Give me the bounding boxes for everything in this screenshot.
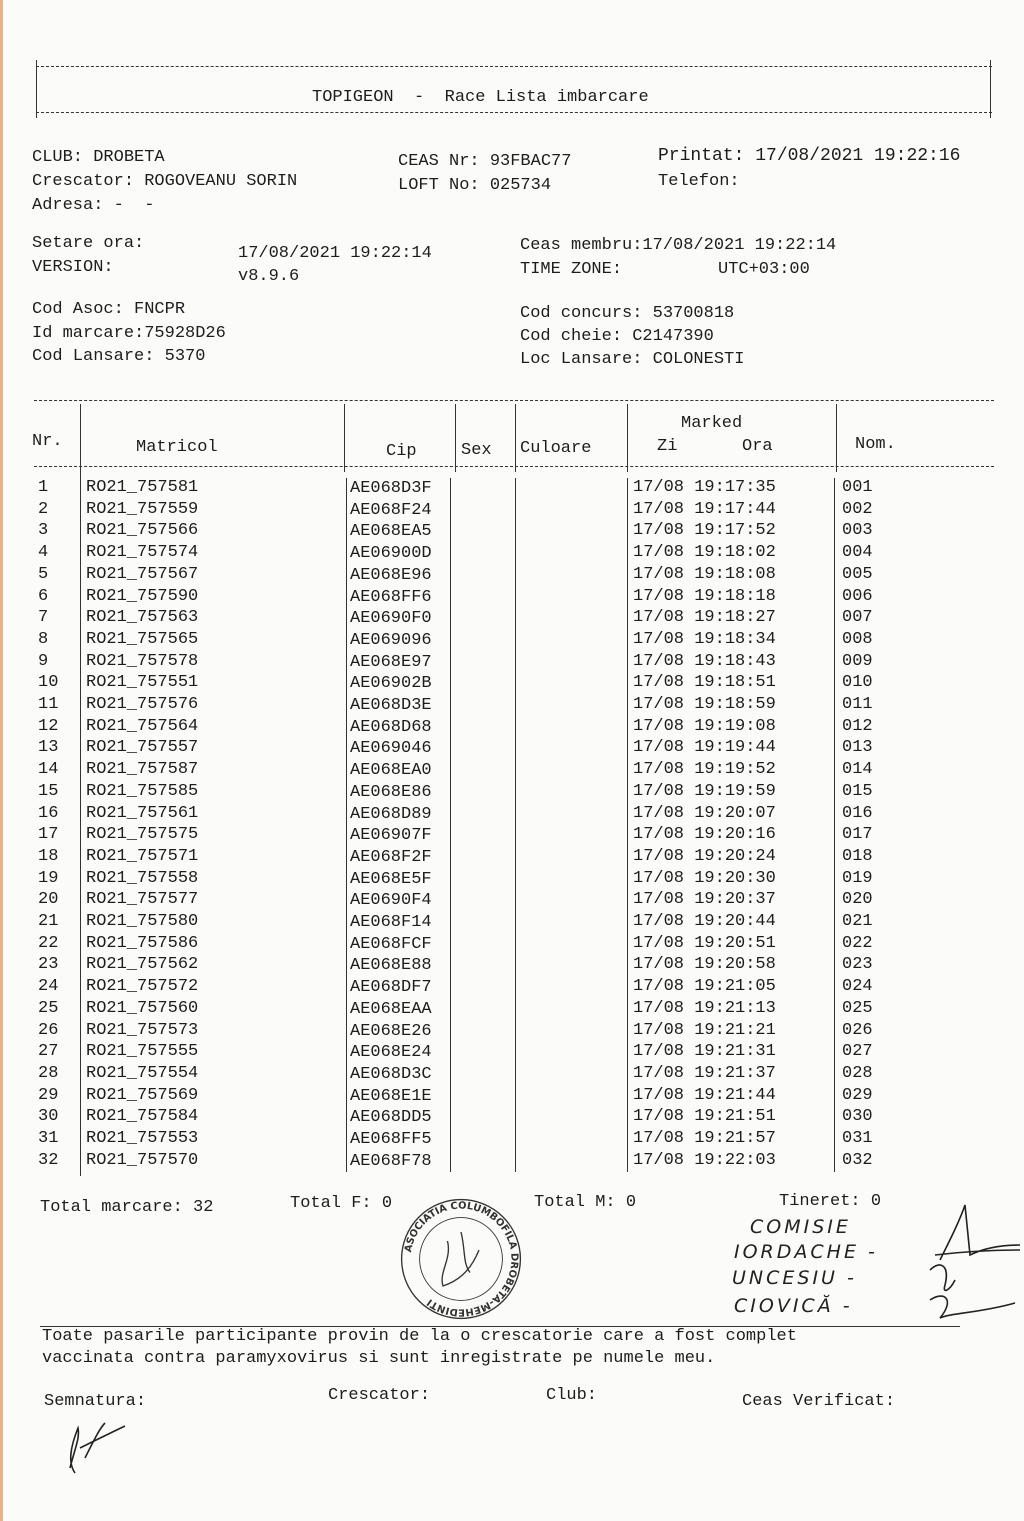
table-row: [0, 630, 1024, 652]
id-marcare: Id marcare:75928D26: [32, 324, 226, 343]
table-row: [0, 608, 1024, 630]
commission-member: IORDACHE -: [734, 1241, 878, 1263]
commission-member: UNCESIU -: [732, 1267, 857, 1289]
row-cip: AE06902B: [350, 674, 432, 694]
row-marked: 17/08 19:22:03: [633, 1150, 776, 1170]
header-ora: Ora: [742, 437, 773, 456]
total-m: Total M: 0: [534, 1193, 637, 1212]
row-nr: 11: [38, 695, 59, 714]
row-nom: 014: [842, 760, 873, 780]
row-matricol: RO21_757559: [86, 499, 199, 519]
row-cip: AE0690F0: [350, 609, 432, 629]
row-matricol: RO21_757575: [86, 825, 199, 845]
table-row: [0, 1107, 1024, 1129]
row-cip: AE068F24: [350, 500, 432, 520]
row-marked: 17/08 19:19:08: [633, 716, 776, 736]
row-nr: 28: [38, 1063, 59, 1083]
row-marked: 17/08 19:21:31: [633, 1042, 776, 1062]
row-cip: AE06900D: [350, 544, 432, 564]
row-cip: AE068EAA: [350, 999, 432, 1019]
row-marked: 17/08 19:20:24: [633, 846, 776, 866]
row-marked: 17/08 19:18:18: [633, 586, 776, 606]
svg-text:ASOCIATIA COLUMBOFILA DROBETA-: ASOCIATIA COLUMBOFILA DROBETA-MEHEDINTI: [403, 1200, 520, 1318]
row-marked: 17/08 19:18:59: [633, 695, 776, 714]
row-nr: 19: [38, 868, 59, 888]
breeder-signature: [60, 1418, 130, 1478]
row-matricol: RO21_757573: [86, 1020, 199, 1040]
row-cip: AE068FCF: [350, 934, 432, 954]
row-marked: 17/08 19:20:30: [633, 868, 776, 888]
telefon: Telefon:: [658, 172, 740, 191]
row-cip: AE0690F4: [350, 891, 432, 911]
row-nom: 015: [842, 781, 873, 801]
row-nom: 025: [842, 998, 873, 1018]
col-divider: [455, 404, 456, 472]
row-nr: 17: [38, 825, 59, 845]
row-nom: 010: [842, 673, 873, 693]
declaration-line: Toate pasarile participante provin de la o crescatorie care a fost complet: [42, 1327, 797, 1346]
row-cip: AE068D3E: [350, 696, 432, 715]
row-nom: 024: [842, 977, 873, 997]
header-nr: Nr.: [32, 432, 63, 451]
table-row: [0, 847, 1024, 869]
time-zone-value: UTC+03:00: [718, 260, 810, 279]
row-nom: 016: [842, 803, 873, 823]
row-marked: 17/08 19:19:59: [633, 781, 776, 801]
row-cip: AE068E24: [350, 1043, 432, 1063]
header-matricol: Matricol: [136, 438, 218, 457]
loft-no: LOFT No: 025734: [398, 176, 552, 195]
table-row: [0, 1129, 1024, 1151]
table-row: [0, 955, 1024, 977]
table-row: [0, 999, 1024, 1021]
row-cip: AE068E5F: [350, 869, 432, 889]
row-cip: AE068D68: [350, 717, 432, 737]
semnatura-label: Semnatura:: [44, 1392, 147, 1411]
row-marked: 17/08 19:18:08: [633, 564, 776, 584]
row-cip: AE068E97: [350, 652, 432, 672]
version-value: v8.9.6: [238, 267, 300, 286]
cod-lansare: Cod Lansare: 5370: [32, 347, 206, 366]
row-nr: 12: [38, 716, 59, 736]
row-matricol: RO21_757580: [86, 912, 199, 931]
tineret: Tineret: 0: [779, 1192, 882, 1211]
crescator: Crescator: ROGOVEANU SORIN: [32, 172, 298, 191]
row-nr: 24: [38, 977, 59, 997]
table-header-rule: [34, 466, 994, 467]
row-nr: 16: [38, 803, 59, 823]
row-marked: 17/08 19:21:51: [633, 1107, 776, 1127]
table-row: [0, 912, 1024, 934]
row-nom: 028: [842, 1063, 873, 1083]
row-nr: 9: [38, 651, 49, 671]
row-nr: 5: [38, 564, 49, 584]
row-matricol: RO21_757569: [86, 1085, 199, 1105]
row-nom: 026: [842, 1020, 873, 1040]
commission-signatures: [920, 1200, 1024, 1324]
row-cip: AE069046: [350, 739, 432, 759]
row-matricol: RO21_757585: [86, 781, 199, 801]
row-cip: AE068D3C: [350, 1064, 432, 1084]
table-row: [0, 717, 1024, 739]
table-row: [0, 977, 1024, 999]
row-marked: 17/08 19:20:51: [633, 933, 776, 953]
row-nom: 008: [842, 629, 873, 649]
row-nom: 013: [842, 738, 873, 758]
table-row: [0, 652, 1024, 674]
total-marcare: Total marcare: 32: [40, 1198, 214, 1217]
row-matricol: RO21_757564: [86, 716, 199, 736]
row-nr: 15: [38, 781, 59, 801]
row-nom: 029: [842, 1085, 873, 1105]
row-cip: AE068EA5: [350, 522, 432, 542]
row-matricol: RO21_757586: [86, 933, 199, 953]
row-cip: AE068E1E: [350, 1086, 432, 1106]
row-marked: 17/08 19:19:52: [633, 760, 776, 780]
cod-asoc: Cod Asoc: FNCPR: [32, 300, 186, 319]
table-row: [0, 1151, 1024, 1173]
row-nom: 003: [842, 521, 873, 541]
table-row: [0, 500, 1024, 522]
row-marked: 17/08 19:17:35: [633, 478, 776, 497]
row-cip: AE068F14: [350, 913, 432, 932]
row-matricol: RO21_757581: [86, 478, 199, 497]
row-cip: AE068FF5: [350, 1130, 432, 1149]
setare-label: Setare ora:: [32, 234, 145, 253]
row-nom: 021: [842, 912, 873, 931]
row-nom: 019: [842, 868, 873, 888]
declaration-line: vaccinata contra paramyxovirus si sunt inregistrate pe numele meu.: [42, 1349, 716, 1368]
row-matricol: RO21_757557: [86, 738, 199, 758]
row-nr: 7: [38, 608, 49, 628]
row-nr: 25: [38, 998, 59, 1018]
row-matricol: RO21_757563: [86, 608, 199, 628]
row-nom: 018: [842, 846, 873, 866]
row-nom: 009: [842, 651, 873, 671]
row-cip: AE068E96: [350, 565, 432, 585]
row-matricol: RO21_757584: [86, 1107, 199, 1127]
table-row: [0, 934, 1024, 956]
table-row: [0, 543, 1024, 565]
title-box-bottom: [36, 112, 992, 113]
crescator-label: Crescator:: [328, 1386, 431, 1405]
row-matricol: RO21_757570: [86, 1150, 199, 1170]
row-cip: AE06907F: [350, 826, 432, 846]
row-matricol: RO21_757565: [86, 629, 199, 649]
row-nom: 020: [842, 890, 873, 910]
row-cip: AE068DD5: [350, 1108, 432, 1128]
row-matricol: RO21_757560: [86, 998, 199, 1018]
row-marked: 17/08 19:20:07: [633, 803, 776, 823]
table-row: [0, 587, 1024, 609]
row-marked: 17/08 19:18:02: [633, 543, 776, 563]
table-row: [0, 673, 1024, 695]
header-culoare: Culoare: [520, 439, 592, 458]
row-cip: AE068F78: [350, 1151, 432, 1171]
row-nom: 031: [842, 1129, 873, 1148]
row-nr: 8: [38, 629, 49, 649]
header-cip: Cip: [386, 442, 417, 461]
row-nr: 21: [38, 912, 59, 931]
row-marked: 17/08 19:20:16: [633, 825, 776, 845]
club: CLUB: DROBETA: [32, 148, 165, 167]
row-nom: 027: [842, 1042, 873, 1062]
row-matricol: RO21_757590: [86, 586, 199, 606]
header-nom: Nom.: [855, 435, 896, 454]
setare-value: 17/08/2021 19:22:14: [238, 244, 432, 263]
row-nom: 017: [842, 825, 873, 845]
table-row: [0, 478, 1024, 500]
row-matricol: RO21_757554: [86, 1063, 199, 1083]
row-cip: AE069096: [350, 630, 432, 650]
row-marked: 17/08 19:21:05: [633, 977, 776, 997]
table-row: [0, 565, 1024, 587]
row-nom: 022: [842, 933, 873, 953]
commission-title: COMISIE: [750, 1216, 851, 1238]
adresa: Adresa: - -: [32, 196, 155, 215]
cod-cheie: Cod cheie: C2147390: [520, 327, 714, 346]
col-divider: [344, 404, 345, 472]
row-matricol: RO21_757567: [86, 564, 199, 584]
row-cip: AE068F2F: [350, 847, 432, 867]
row-cip: AE068E86: [350, 782, 432, 802]
row-nr: 26: [38, 1020, 59, 1040]
row-cip: AE068E26: [350, 1021, 432, 1041]
row-nom: 032: [842, 1150, 873, 1170]
row-cip: AE068FF6: [350, 587, 432, 607]
row-nom: 030: [842, 1107, 873, 1127]
table-row: [0, 1021, 1024, 1043]
row-matricol: RO21_757561: [86, 803, 199, 823]
row-matricol: RO21_757555: [86, 1042, 199, 1062]
ceas-nr: CEAS Nr: 93FBAC77: [398, 152, 572, 171]
row-nr: 18: [38, 846, 59, 866]
table-row: [0, 1086, 1024, 1108]
row-cip: AE068EA0: [350, 761, 432, 781]
row-matricol: RO21_757578: [86, 651, 199, 671]
table-row: [0, 890, 1024, 912]
table-row: [0, 521, 1024, 543]
row-nr: 14: [38, 760, 59, 780]
row-nr: 6: [38, 586, 49, 606]
row-marked: 17/08 19:21:13: [633, 998, 776, 1018]
row-matricol: RO21_757574: [86, 543, 199, 563]
table-top-rule: [34, 400, 994, 401]
row-nr: 20: [38, 890, 59, 910]
row-nr: 3: [38, 521, 49, 541]
total-f: Total F: 0: [290, 1194, 393, 1213]
row-matricol: RO21_757587: [86, 760, 199, 780]
row-nr: 31: [38, 1129, 59, 1148]
row-marked: 17/08 19:18:51: [633, 673, 776, 693]
row-nom: 007: [842, 608, 873, 628]
printat: Printat: 17/08/2021 19:22:16: [658, 146, 961, 166]
row-nom: 002: [842, 499, 873, 519]
table-row: [0, 738, 1024, 760]
row-nr: 32: [38, 1150, 59, 1170]
row-cip: AE068DF7: [350, 978, 432, 998]
title-box-top: [36, 66, 992, 67]
row-marked: 17/08 19:21:37: [633, 1063, 776, 1083]
row-marked: 17/08 19:20:37: [633, 890, 776, 910]
ceas-membru: Ceas membru:17/08/2021 19:22:14: [520, 236, 837, 255]
table-row: [0, 782, 1024, 804]
row-marked: 17/08 19:21:44: [633, 1085, 776, 1105]
row-nr: 4: [38, 543, 49, 563]
header-marked: Marked: [681, 414, 743, 433]
row-matricol: RO21_757553: [86, 1129, 199, 1148]
commission-member: CIOVICĂ -: [734, 1295, 853, 1317]
row-matricol: RO21_757562: [86, 955, 199, 975]
row-cip: AE068D3F: [350, 479, 432, 498]
association-stamp: [398, 1196, 524, 1322]
row-nom: 001: [842, 478, 873, 497]
loc-lansare: Loc Lansare: COLONESTI: [520, 350, 745, 369]
row-nr: 29: [38, 1085, 59, 1105]
row-matricol: RO21_757571: [86, 846, 199, 866]
row-nom: 011: [842, 695, 873, 714]
row-marked: 17/08 19:19:44: [633, 738, 776, 758]
time-zone-label: TIME ZONE:: [520, 260, 623, 279]
row-nr: 10: [38, 673, 59, 693]
row-marked: 17/08 19:20:58: [633, 955, 776, 975]
row-cip: AE068E88: [350, 956, 432, 976]
row-nr: 13: [38, 738, 59, 758]
row-marked: 17/08 19:18:34: [633, 629, 776, 649]
title-box-left: [36, 60, 37, 118]
document-title: TOPIGEON - Race Lista imbarcare: [312, 88, 649, 107]
row-nr: 23: [38, 955, 59, 975]
row-nr: 1: [38, 478, 49, 497]
table-row: [0, 760, 1024, 782]
row-matricol: RO21_757551: [86, 673, 199, 693]
table-row: [0, 1064, 1024, 1086]
row-matricol: RO21_757572: [86, 977, 199, 997]
row-matricol: RO21_757577: [86, 890, 199, 910]
row-cip: AE068D89: [350, 804, 432, 824]
version-label: VERSION:: [32, 258, 114, 277]
row-nom: 012: [842, 716, 873, 736]
row-marked: 17/08 19:17:44: [633, 499, 776, 519]
row-nr: 22: [38, 933, 59, 953]
row-matricol: RO21_757566: [86, 521, 199, 541]
row-nom: 023: [842, 955, 873, 975]
header-zi: Zi: [657, 437, 678, 456]
table-row: [0, 695, 1024, 717]
row-matricol: RO21_757576: [86, 695, 199, 714]
row-nr: 30: [38, 1107, 59, 1127]
title-box-right: [990, 60, 991, 118]
col-divider: [836, 404, 837, 472]
table-row: [0, 869, 1024, 891]
row-marked: 17/08 19:18:43: [633, 651, 776, 671]
row-marked: 17/08 19:21:57: [633, 1129, 776, 1148]
row-nom: 005: [842, 564, 873, 584]
row-marked: 17/08 19:17:52: [633, 521, 776, 541]
table-row: [0, 1042, 1024, 1064]
row-marked: 17/08 19:18:27: [633, 608, 776, 628]
table-row: [0, 804, 1024, 826]
col-divider: [627, 404, 628, 472]
row-nom: 006: [842, 586, 873, 606]
row-matricol: RO21_757558: [86, 868, 199, 888]
row-marked: 17/08 19:21:21: [633, 1020, 776, 1040]
row-nom: 004: [842, 543, 873, 563]
row-nr: 2: [38, 499, 49, 519]
row-nr: 27: [38, 1042, 59, 1062]
row-marked: 17/08 19:20:44: [633, 912, 776, 931]
table-row: [0, 825, 1024, 847]
club-label: Club:: [546, 1386, 598, 1405]
header-sex: Sex: [461, 441, 492, 460]
col-divider: [515, 404, 516, 472]
cod-concurs: Cod concurs: 53700818: [520, 304, 735, 323]
ceas-verificat-label: Ceas Verificat:: [742, 1392, 896, 1411]
